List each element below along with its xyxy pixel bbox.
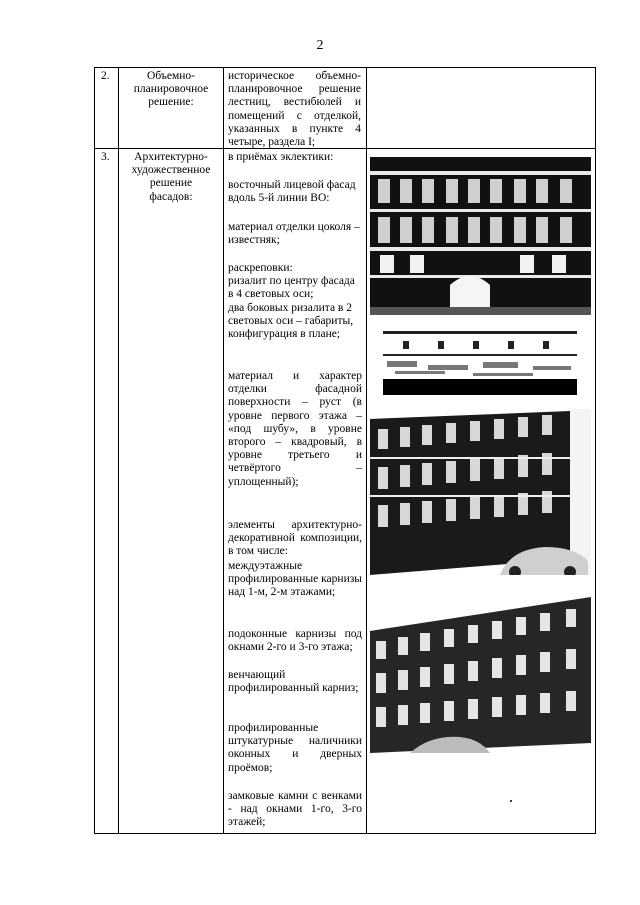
row-title-line: Архитектурно- — [134, 151, 208, 163]
row-title — [119, 70, 223, 110]
description-item: два боковых ризалита в 2 световых оси – габариты, конфигурация в плане; — [228, 302, 354, 341]
facade-photo-2-image — [370, 409, 591, 575]
description-item: ризалит по центру фасада в 4 световых оси; — [228, 275, 355, 301]
description-item: междуэтажные профилированные карнизы над 1-м, 2-м этажами; — [228, 560, 362, 599]
page-number: 2 — [316, 38, 324, 53]
facade-photo-1-image — [370, 157, 591, 315]
row-title — [119, 151, 223, 204]
row-title-line: планировочное — [133, 83, 209, 96]
row-number: 3. — [101, 151, 110, 163]
description-item: элементы архитектурно-декоративной композиции, в том числе: — [228, 519, 362, 558]
description-item: профилированные штукатурные наличники оконных и дверных проёмов; — [228, 722, 362, 774]
table-border-top — [94, 67, 596, 68]
description-item: раскреповки: — [228, 262, 293, 274]
table-border-right — [595, 67, 596, 834]
table-border-col2 — [223, 67, 224, 834]
stray-mark — [510, 800, 512, 802]
row-title-line: фасадов: — [149, 190, 193, 203]
row-number: 2. — [101, 70, 110, 82]
row-description: историческое объемно-планировочное решение лестниц, вестибюлей и помещений с отделкой, указанных в пункте 4 четыре, раздела I; — [228, 70, 361, 149]
row-title-line: решение — [149, 177, 193, 190]
cornice-detail-photo-image — [383, 327, 577, 395]
row-title-line: решение: — [148, 96, 194, 109]
cornice-detail-photo — [383, 327, 577, 395]
description-item: в приёмах эклектики: — [228, 151, 334, 163]
description-item: замковые камни с венками - над окнами 1-го, 3-го этажей; — [228, 790, 362, 829]
description-item: подоконные карнизы под окнами 2-го и 3-го этажа; — [228, 628, 362, 654]
facade-photo-3 — [370, 593, 591, 753]
description-item: материал и характер отделки фасадной поверхности – руст (в уровне первого этажа – «под шубу», в уровне второго – квадровый, в уровне третьего и четвёртого – уплощенный); — [228, 370, 362, 488]
table-border-left — [94, 67, 95, 834]
description-item: венчающий профилированный карниз; — [228, 669, 359, 695]
description-item: восточный лицевой фасад вдоль 5-й линии ВО: — [228, 179, 356, 205]
facade-photo-1 — [370, 157, 591, 315]
table-border-bottom — [94, 833, 596, 834]
description-item: материал отделки цоколя – известняк; — [228, 221, 360, 247]
table-border-col3 — [366, 67, 367, 834]
facade-photo-3-image — [370, 593, 591, 753]
row-title-line: художественное — [131, 164, 211, 177]
row-title-line: Объемно- — [147, 70, 195, 82]
facade-photo-2 — [370, 409, 591, 575]
